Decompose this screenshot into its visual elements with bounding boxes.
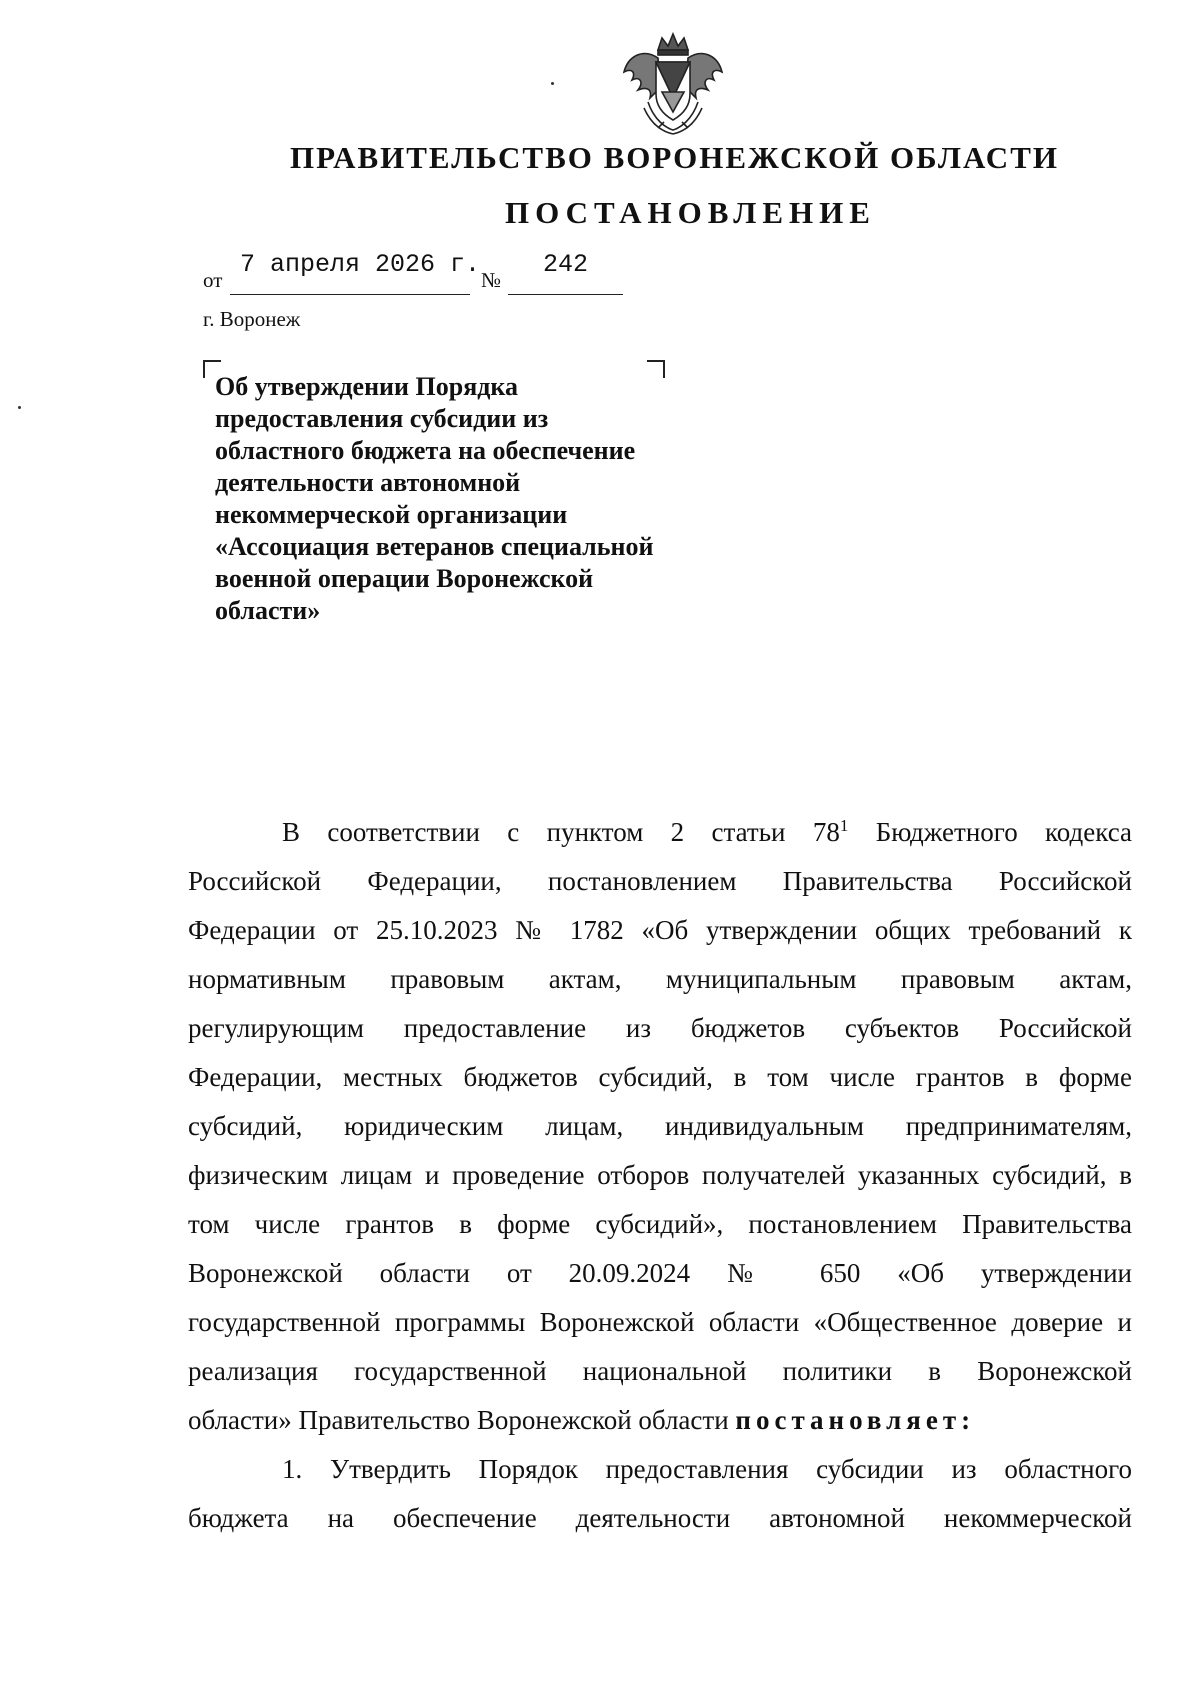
preamble-line: государственной программы Воронежской области «Общественное доверие и (188, 1307, 1132, 1337)
item-line: 1. Утвердить Порядок предоставления субсидии из областного (282, 1454, 1132, 1484)
subject-line: некоммерческой организации (215, 500, 568, 529)
document-subject (215, 371, 715, 627)
item-1-paragraph (188, 1445, 1132, 1543)
preamble-text: В соответствии с пунктом 2 статьи 78 (282, 817, 840, 847)
from-label: от (203, 268, 223, 292)
preamble-line: нормативным правовым актам, муниципальным правовым актам, (188, 964, 1132, 994)
scan-speck (18, 406, 21, 409)
subject-line: военной операции Воронежской (215, 564, 594, 593)
organization-title: ПРАВИТЕЛЬСТВО ВОРОНЕЖСКОЙ ОБЛАСТИ (290, 140, 1059, 175)
preamble-line (188, 808, 1132, 857)
preamble-line: Федерации от 25.10.2023 № 1782 «Об утверждении общих требований к (188, 915, 1132, 945)
preamble-text: Бюджетного кодекса (848, 817, 1132, 847)
preamble-line: регулирующим предоставление из бюджетов субъектов Российской (188, 1013, 1132, 1043)
date-value: 7 апреля 2026 г. (240, 250, 481, 279)
preamble-paragraph (188, 808, 1132, 1445)
number-underline (508, 294, 623, 295)
preamble-line: реализация государственной национальной политики в Воронежской (188, 1356, 1132, 1386)
article-superscript: 1 (839, 816, 849, 835)
preamble-line: субсидий, юридическим лицам, индивидуальным предпринимателям, (188, 1111, 1132, 1141)
subject-line: деятельности автономной (215, 468, 521, 497)
item-line: бюджета на обеспечение деятельности автономной некоммерческой (188, 1503, 1132, 1533)
city-label: г. Воронеж (203, 307, 301, 331)
number-label: № (481, 268, 502, 292)
coat-of-arms-emblem (618, 28, 728, 136)
preamble-line (188, 1396, 1132, 1445)
subject-line: «Ассоциация ветеранов специальной (215, 532, 654, 561)
document-type-title: ПОСТАНОВЛЕНИЕ (505, 195, 876, 230)
preamble-line: Российской Федерации, постановлением Правительства Российской (188, 866, 1132, 896)
number-value: 242 (543, 250, 589, 279)
date-underline (230, 294, 470, 295)
subject-line: Об утверждении Порядка (215, 372, 519, 401)
subject-line: областного бюджета на обеспечение (215, 436, 636, 465)
preamble-line: Федерации, местных бюджетов субсидий, в том числе грантов в форме (188, 1062, 1132, 1092)
preamble-line: Воронежской области от 20.09.2024 № 650 «Об утверждении (188, 1258, 1132, 1288)
preamble-line: том числе грантов в форме субсидий», постановлением Правительства (188, 1209, 1132, 1239)
document-body (188, 808, 1132, 1543)
decree-word: постановляет: (735, 1405, 976, 1435)
preamble-line: физическим лицам и проведение отборов получателей указанных субсидий, в (188, 1160, 1132, 1190)
subject-line: области» (215, 596, 321, 625)
subject-line: предоставления субсидии из (215, 404, 549, 433)
preamble-text: области» Правительство Воронежской области (188, 1405, 736, 1435)
scan-speck (551, 82, 554, 85)
